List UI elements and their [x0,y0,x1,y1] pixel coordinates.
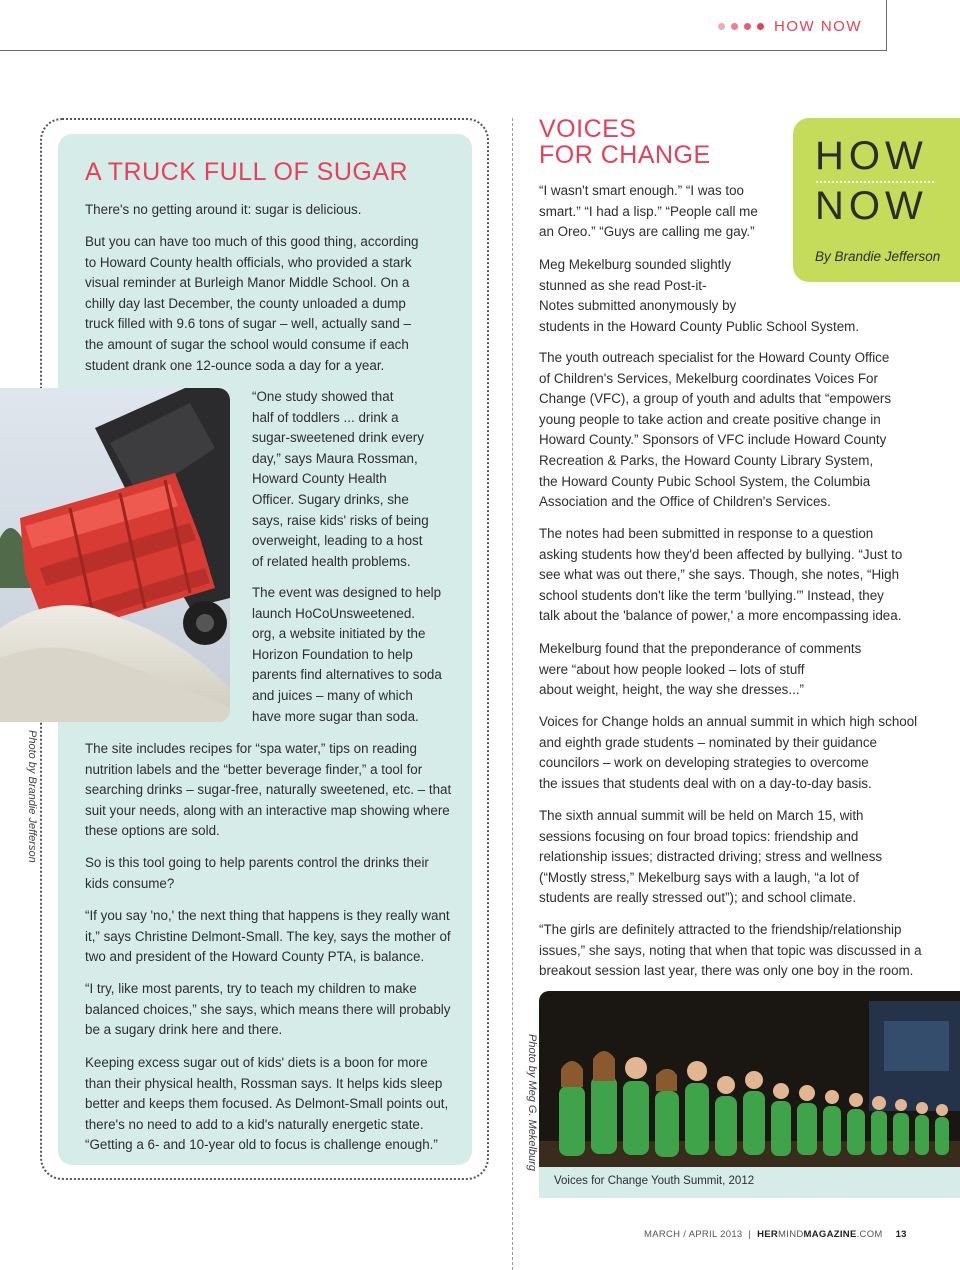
how-word: HOW [815,134,928,178]
article-paragraph-2 [539,255,859,337]
site-name-magazine: MAGAZINE [803,1229,857,1240]
text-line: councilors – work on developing strategies to overcome [539,755,869,771]
text-line: “I wasn't smart enough.” “I was too [539,183,744,198]
dump-truck-illustration [0,388,230,722]
text-line: and juices – many of which [252,687,413,703]
text-line: relationship issues; distracted driving; stress and wellness [539,849,883,865]
dot-icon [731,23,738,30]
text-line: two and president of the Howard County PTA, is balance. [85,949,425,965]
sidebar-paragraph-9 [85,1053,448,1156]
article-title [539,116,711,168]
text-line: half of toddlers ... drink a [252,409,399,425]
text-line: org, a website initiated by the [252,626,426,642]
text-line: “The girls are definitely attracted to the friendship/relationship [539,922,902,937]
text-line: the Howard County Pubic School System, the Columbia [539,473,871,489]
text-line: balanced choices,” she says, which means there will probably [85,1001,451,1017]
text-line: sessions focusing on four broad topics: friendship and [539,828,859,844]
article-paragraph-7 [539,806,882,909]
text-line: it,” says Christine Delmont-Small. The key, says the mother of [85,928,451,944]
photo-caption: Voices for Change Youth Summit, 2012 [554,1175,755,1187]
text-line: “Getting a 6- and 10-year old to focus is challenge enough.” [85,1137,438,1153]
text-line: of related health problems. [252,553,411,569]
site-name-her: HER [757,1229,779,1240]
text-line: see what was out there,” she says. Though, she notes, “High [539,567,900,583]
sidebar-paragraph-3 [252,387,429,572]
text-line: visual reminder at Burleigh Manor Middle School. On a [85,275,410,291]
article-paragraph-3 [539,348,891,513]
text-line: issues,” she says, noting that when that topic was discussed in a [539,942,922,958]
text-line: Keeping excess sugar out of kids' diets is a boon for more [85,1055,428,1070]
text-line: smart.” “I had a lisp.” “People call me [539,203,758,219]
summit-photo-credit: Photo by Meg G. Mekelburg [526,1034,538,1171]
text-line: launch HoCoUnsweetened. [252,605,416,621]
text-line: “One study showed that [252,389,394,404]
site-name-com: .COM [856,1229,883,1240]
text-line: The sixth annual summit will be held on March 15, with [539,808,864,823]
text-line: truck filled with 9.6 tons of sugar – well, actually sand – [85,316,412,332]
text-line: stunned as she read Post-it- [539,277,707,293]
text-line: (“Mostly stress,” Mekelburg says with a laugh, “a lot of [539,869,859,885]
text-line: The site includes recipes for “spa water,” tips on reading [85,741,417,756]
sidebar-paragraph-1: There's no getting around it: sugar is delicious. [85,202,362,217]
text-line: “I try, like most parents, try to teach my children to make [85,981,417,996]
text-line: kids consume? [85,875,175,891]
article-title-line-1: VOICES [539,115,637,143]
text-line: of Children's Services, Mekelburg coordinates Voices For [539,370,878,386]
text-line: and eighth grade students – nominated by their guidance [539,734,877,750]
text-line: Association and the Office of Children's Services. [539,494,831,510]
text-line: Notes submitted anonymously by [539,298,737,314]
text-line: be a sugary drink here and there. [85,1022,283,1038]
dump-truck-photo [0,388,230,722]
text-line: the issues that students deal with on a day-to-day basis. [539,775,872,791]
column-divider [512,118,513,1270]
text-line: these options are sold. [85,823,220,839]
header-vertical-rule [886,0,887,50]
footer-separator: | [748,1229,752,1240]
article-paragraph-4 [539,524,902,627]
sidebar-paragraph-7 [85,906,451,968]
text-line: student drank one 12-ounce soda a day for a year. [85,357,385,373]
text-line: school students don't like the term 'bullying.'” Instead, they [539,587,884,603]
article-paragraph-6 [539,712,917,794]
how-now-divider [816,181,934,183]
text-line: Voices for Change holds an annual summit in which high school [539,714,918,729]
text-line: there's no need to add to a kid's naturally energetic state. [85,1116,424,1132]
text-line: were “about how people looked – lots of stuff [539,661,805,677]
sidebar-title: A TRUCK FULL OF SUGAR [85,158,409,186]
sidebar-paragraph-5 [85,739,451,842]
article-paragraph-5 [539,639,861,701]
text-line: breakout session last year, there was only one boy in the room. [539,963,914,979]
text-line: says, raise kids' risks of being [252,512,429,528]
text-line: better and keeps them focused. As Delmont-Small points out, [85,1096,449,1112]
author-byline: By Brandie Jefferson [815,249,941,264]
text-line: students are really stressed out”); and school climate. [539,890,857,906]
dot-icon [718,23,725,30]
text-line: an Oreo.” “Guys are calling me gay.” [539,224,755,240]
text-line: Horizon Foundation to help [252,646,413,662]
text-line: Howard County Health [252,471,387,487]
text-line: “If you say 'no,' the next thing that happens is they really want [85,908,450,923]
text-line: Change (VFC), a group of youth and adults that “empowers [539,391,892,407]
text-line: parents find alternatives to soda [252,667,442,683]
section-label: HOW NOW [774,18,862,35]
text-line: But you can have too much of this good thing, according [85,234,419,249]
text-line: suit your needs, along with an interactive map showing where [85,802,450,818]
text-line: asking students how they'd been affected by bullying. “Just to [539,546,903,562]
text-line: sugar-sweetened drink every [252,430,424,446]
text-line: to Howard County health officials, who provided a stark [85,254,412,270]
text-line: Mekelburg found that the preponderance of comments [539,641,862,656]
text-line: overweight, leading to a host [252,533,423,549]
text-line: Howard County.” Sponsors of VFC include Howard County [539,432,887,448]
header-rule [0,50,887,51]
text-line: have more sugar than soda. [252,708,419,724]
article-title-line-2: FOR CHANGE [539,141,711,169]
text-line: young people to take action and create positive change in [539,411,881,427]
text-line: talk about the 'balance of power,' a more encompassing idea. [539,608,902,624]
article-paragraph-8 [539,920,922,982]
text-line: than their physical health, Rossman says. It helps kids sleep [85,1075,443,1091]
text-line: The youth outreach specialist for the Howard County Office [539,350,890,365]
section-tag [718,18,862,35]
text-line: students in the Howard County Public School System. [539,318,860,334]
page-footer [644,1229,907,1240]
text-line: The event was designed to help [252,585,442,600]
sidebar-paragraph-4 [252,583,442,727]
truck-photo-credit: Photo by Brandie Jefferson [26,730,38,863]
dot-icon [757,23,764,30]
dot-icon [744,23,751,30]
text-line: Officer. Sugary drinks, she [252,491,409,507]
site-name-mind: MIND [778,1229,804,1240]
sidebar-paragraph-6 [85,853,429,894]
text-line: the amount of sugar the school would consume if each [85,336,409,352]
page-number: 13 [895,1229,907,1240]
now-word: NOW [815,184,928,228]
text-line: So is this tool going to help parents control the drinks their [85,855,429,870]
sidebar-paragraph-2 [85,232,419,376]
text-line: nutrition labels and the “better beverage finder,” a tool for [85,761,423,777]
text-line: The notes had been submitted in response to a question [539,526,874,541]
text-line: about weight, height, the way she dresses...” [539,682,804,698]
text-line: Meg Mekelburg sounded slightly [539,257,732,272]
text-line: chilly day last December, the county unloaded a dump [85,295,406,311]
text-line: Recreation & Parks, the Howard County Library System, [539,452,874,468]
article-paragraph-1 [539,181,758,243]
issue-date: MARCH / APRIL 2013 [644,1229,743,1240]
text-line: searching drinks – sugar-free, naturally sweetened, etc. – that [85,782,452,798]
sidebar-paragraph-8 [85,979,450,1041]
text-line: day,” says Maura Rossman, [252,450,418,466]
